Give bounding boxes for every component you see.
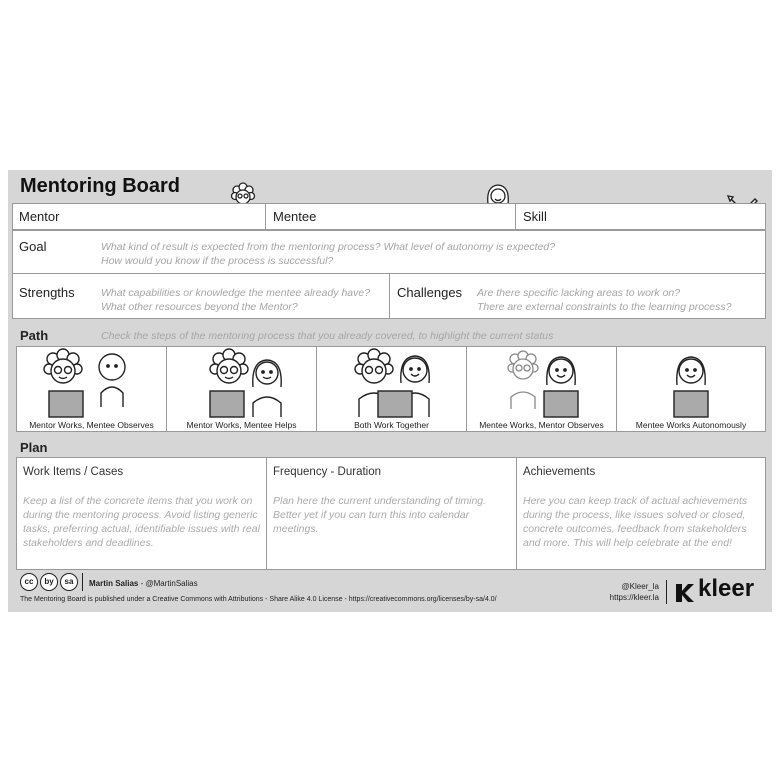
plan-column-2-head: Frequency - Duration bbox=[273, 466, 382, 478]
goal-hint-2: How would you know if the process is successful? bbox=[101, 255, 334, 267]
both-work-together-icon bbox=[317, 347, 467, 419]
mentee-works-mentor-observes-icon bbox=[467, 347, 617, 419]
footer-divider bbox=[82, 573, 83, 591]
goal-label: Goal bbox=[19, 239, 47, 254]
strengths-hint-2: What other resources beyond the Mentor? bbox=[101, 301, 298, 313]
divider bbox=[515, 204, 516, 229]
plan-column-2-hint: Plan here the current understanding of timing. Better yet if you can turn this into calendar meetings. bbox=[273, 495, 487, 535]
author-name: Martin Salias bbox=[89, 579, 139, 588]
mentee-label: Mentee bbox=[273, 209, 317, 224]
goal-hint-1: What kind of result is expected from the mentoring process? What level of autonomy is expected? bbox=[101, 241, 556, 253]
mentor-works-mentee-observes-icon bbox=[17, 347, 167, 419]
mentoring-board bbox=[8, 170, 772, 612]
plan-column-achievements[interactable] bbox=[516, 457, 766, 570]
license-text[interactable]: The Mentoring Board is published under a Creative Commons with Attributions - Share Alike 4.0 License - https://creativecommons.org/licenses/by-sa/4.0/ bbox=[20, 596, 497, 603]
plan-column-3-head: Achievements bbox=[523, 466, 596, 478]
path-hint: Check the steps of the mentoring process that you already covered, to highlight the current status bbox=[101, 330, 554, 342]
plan-label: Plan bbox=[20, 440, 48, 455]
kleer-logo-icon bbox=[674, 582, 694, 604]
board-title: Mentoring Board bbox=[20, 175, 180, 197]
kleer-divider bbox=[666, 580, 667, 604]
challenges-hint-2: There are external constraints to the learning process? bbox=[477, 301, 732, 313]
path-label: Path bbox=[20, 328, 49, 343]
cc-icon: cc bbox=[20, 573, 38, 591]
path-step-2-label: Mentor Works, Mentee Helps bbox=[186, 420, 297, 430]
author-line bbox=[89, 579, 198, 588]
challenges-section[interactable] bbox=[389, 273, 766, 319]
path-step-2[interactable] bbox=[166, 346, 317, 432]
author-handle: - @MartinSalias bbox=[138, 579, 198, 588]
path-step-4-label: Mentee Works, Mentor Observes bbox=[479, 420, 604, 430]
strengths-hint-1: What capabilities or knowledge the mentee already have? bbox=[101, 287, 371, 299]
cc-by-icon: by bbox=[40, 573, 58, 591]
path-step-1-label: Mentor Works, Mentee Observes bbox=[29, 420, 154, 430]
path-step-5-label: Mentee Works Autonomously bbox=[635, 420, 747, 430]
plan-column-3-hint: Here you can keep track of actual achievements during the process, like issues solved or closed, concrete outcomes, feedback from stakeholders and more. This will help celebrate at the end! bbox=[523, 495, 748, 549]
cc-sa-icon: sa bbox=[60, 573, 78, 591]
mentor-works-mentee-helps-icon bbox=[167, 347, 317, 419]
plan-column-1-hint: Keep a list of the concrete items that you work on during the mentoring process. Avoid listing generic tasks, preferring actual, identifiable issues with real stakeholders and deadlines. bbox=[23, 495, 260, 549]
path-step-1[interactable] bbox=[16, 346, 167, 432]
kleer-url[interactable]: https://kleer.la bbox=[609, 593, 659, 602]
top-row bbox=[12, 203, 766, 230]
skill-label: Skill bbox=[523, 209, 547, 224]
mentee-works-autonomously-icon bbox=[617, 347, 767, 419]
plan-column-1-head: Work Items / Cases bbox=[23, 466, 124, 478]
divider bbox=[265, 204, 266, 229]
challenges-hint-1: Are there specific lacking areas to work on? bbox=[477, 287, 681, 299]
challenges-label: Challenges bbox=[397, 285, 463, 300]
strengths-label: Strengths bbox=[19, 285, 75, 300]
strengths-section[interactable] bbox=[12, 273, 390, 319]
plan-column-frequency[interactable] bbox=[266, 457, 517, 570]
path-step-3[interactable] bbox=[316, 346, 467, 432]
path-step-3-label: Both Work Together bbox=[354, 420, 429, 430]
path-row bbox=[16, 346, 766, 432]
goal-section[interactable] bbox=[12, 230, 766, 274]
kleer-handle[interactable]: @Kleer_la bbox=[621, 582, 659, 591]
mentor-label: Mentor bbox=[19, 209, 60, 224]
plan-column-work-items[interactable] bbox=[16, 457, 267, 570]
path-step-5[interactable] bbox=[616, 346, 766, 432]
kleer-brand: kleer bbox=[698, 575, 755, 602]
path-step-4[interactable] bbox=[466, 346, 617, 432]
